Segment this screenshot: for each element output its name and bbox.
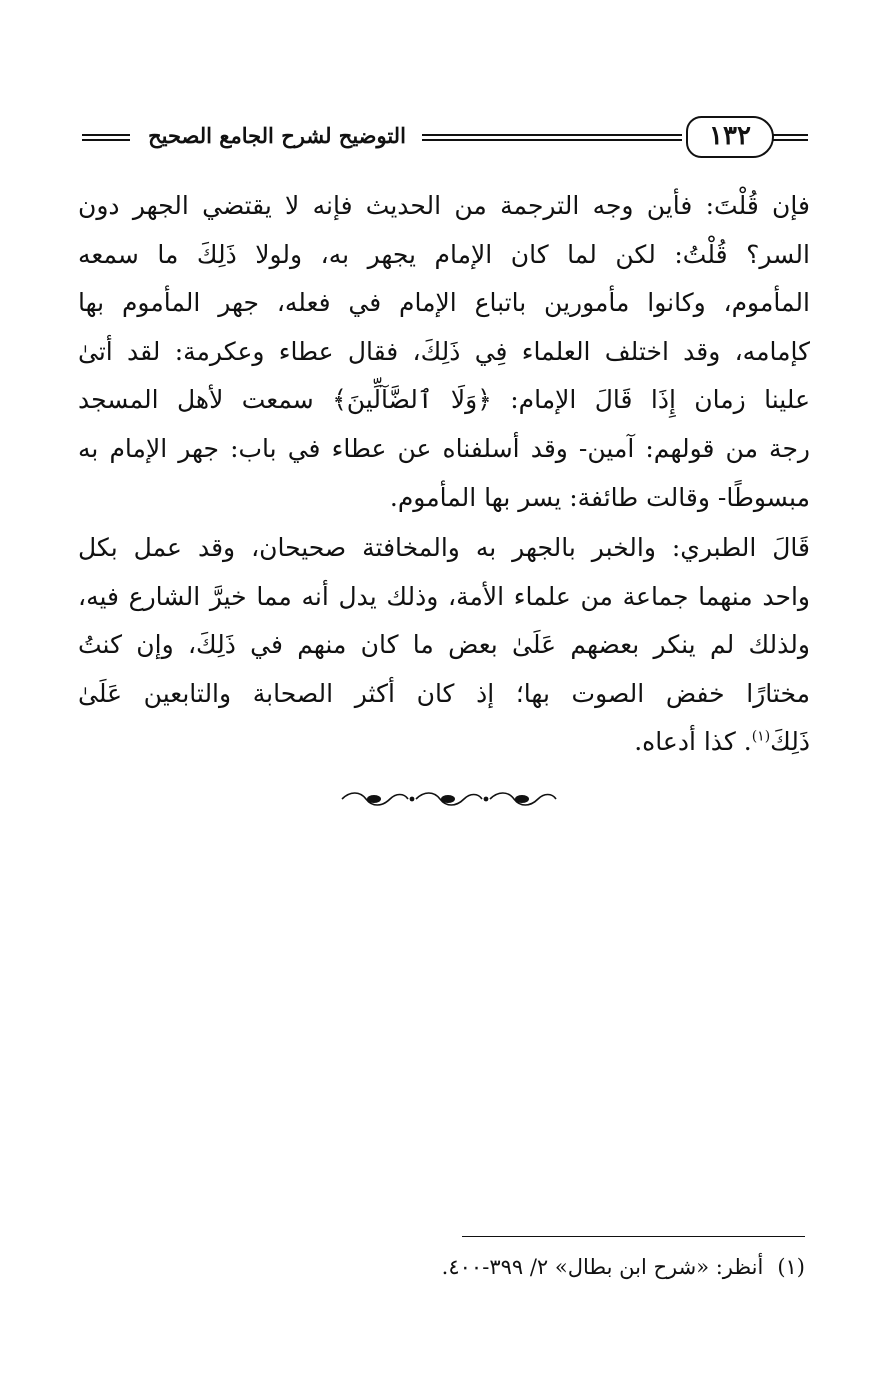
footnote-text: أنظر: «شرح ابن بطال» ٢/ ٣٩٩-٤٠٠.	[441, 1255, 764, 1279]
text-line: رجة من قولهم: آمين- وقد أسلفناه عن عطاء في باب: جهر الإمام به	[78, 433, 810, 463]
footnote-separator	[462, 1236, 805, 1237]
footnote-marker: (١)	[777, 1255, 805, 1279]
text-line: مختارًا خفض الصوت بها؛ إذ كان أكثر الصحابة والتابعين عَلَىٰ	[78, 678, 810, 708]
text-line: المأموم، وكانوا مأمورين باتباع الإمام في فعله، جهر المأموم بها	[78, 288, 810, 318]
text-fragment: ذَلِكَ	[770, 727, 810, 757]
page-number-frame	[686, 116, 774, 158]
header-rule-right	[772, 134, 808, 141]
running-header	[82, 112, 808, 164]
text-line: علينا زمان إِذَا قَالَ الإمام: ﴿وَلَا ٱلضَّآلِّينَ﴾ سمعت لأهل المسجد	[78, 385, 810, 415]
text-line: ولذلك لم ينكر بعضهم عَلَىٰ بعض ما كان منهم في ذَلِكَ، وإن كنتُ	[78, 630, 810, 660]
footnote	[300, 1250, 805, 1284]
section-divider-ornament	[338, 788, 560, 810]
paragraph-1	[78, 182, 810, 522]
paragraph-2	[78, 524, 810, 767]
text-line: قَالَ الطبري: والخبر بالجهر به والمخافتة صحيحان، وقد عمل بكل	[78, 533, 810, 562]
text-line: فإن قُلْتَ: فأين وجه الترجمة من الحديث فإنه لا يقتضي الجهر دون	[78, 191, 810, 220]
text-line: مبسوطًا- وقالت طائفة: يسر بها المأموم.	[389, 482, 810, 512]
text-fragment: . كذا أدعاه.	[634, 727, 752, 757]
text-line: واحد منهما جماعة من علماء الأمة، وذلك يدل أنه مما خيرَّ الشارع فيه،	[78, 581, 810, 611]
text-line: كإمامه، وقد اختلف العلماء فِي ذَلِكَ، فقال عطاء وعكرمة: لقد أتىٰ	[78, 336, 810, 366]
header-rule-left	[82, 134, 130, 141]
page-number: ١٣٢	[709, 121, 751, 151]
text-line: السر؟ قُلْتُ: لكن لما كان الإمام يجهر به، ولولا ذَلِكَ ما سمعه	[78, 239, 810, 269]
footnote-reference[interactable]: (١)	[751, 729, 771, 746]
header-rule-middle	[422, 134, 682, 141]
running-title: التوضيح لشرح الجامع الصحيح	[148, 123, 406, 148]
text-line-final	[78, 718, 810, 767]
